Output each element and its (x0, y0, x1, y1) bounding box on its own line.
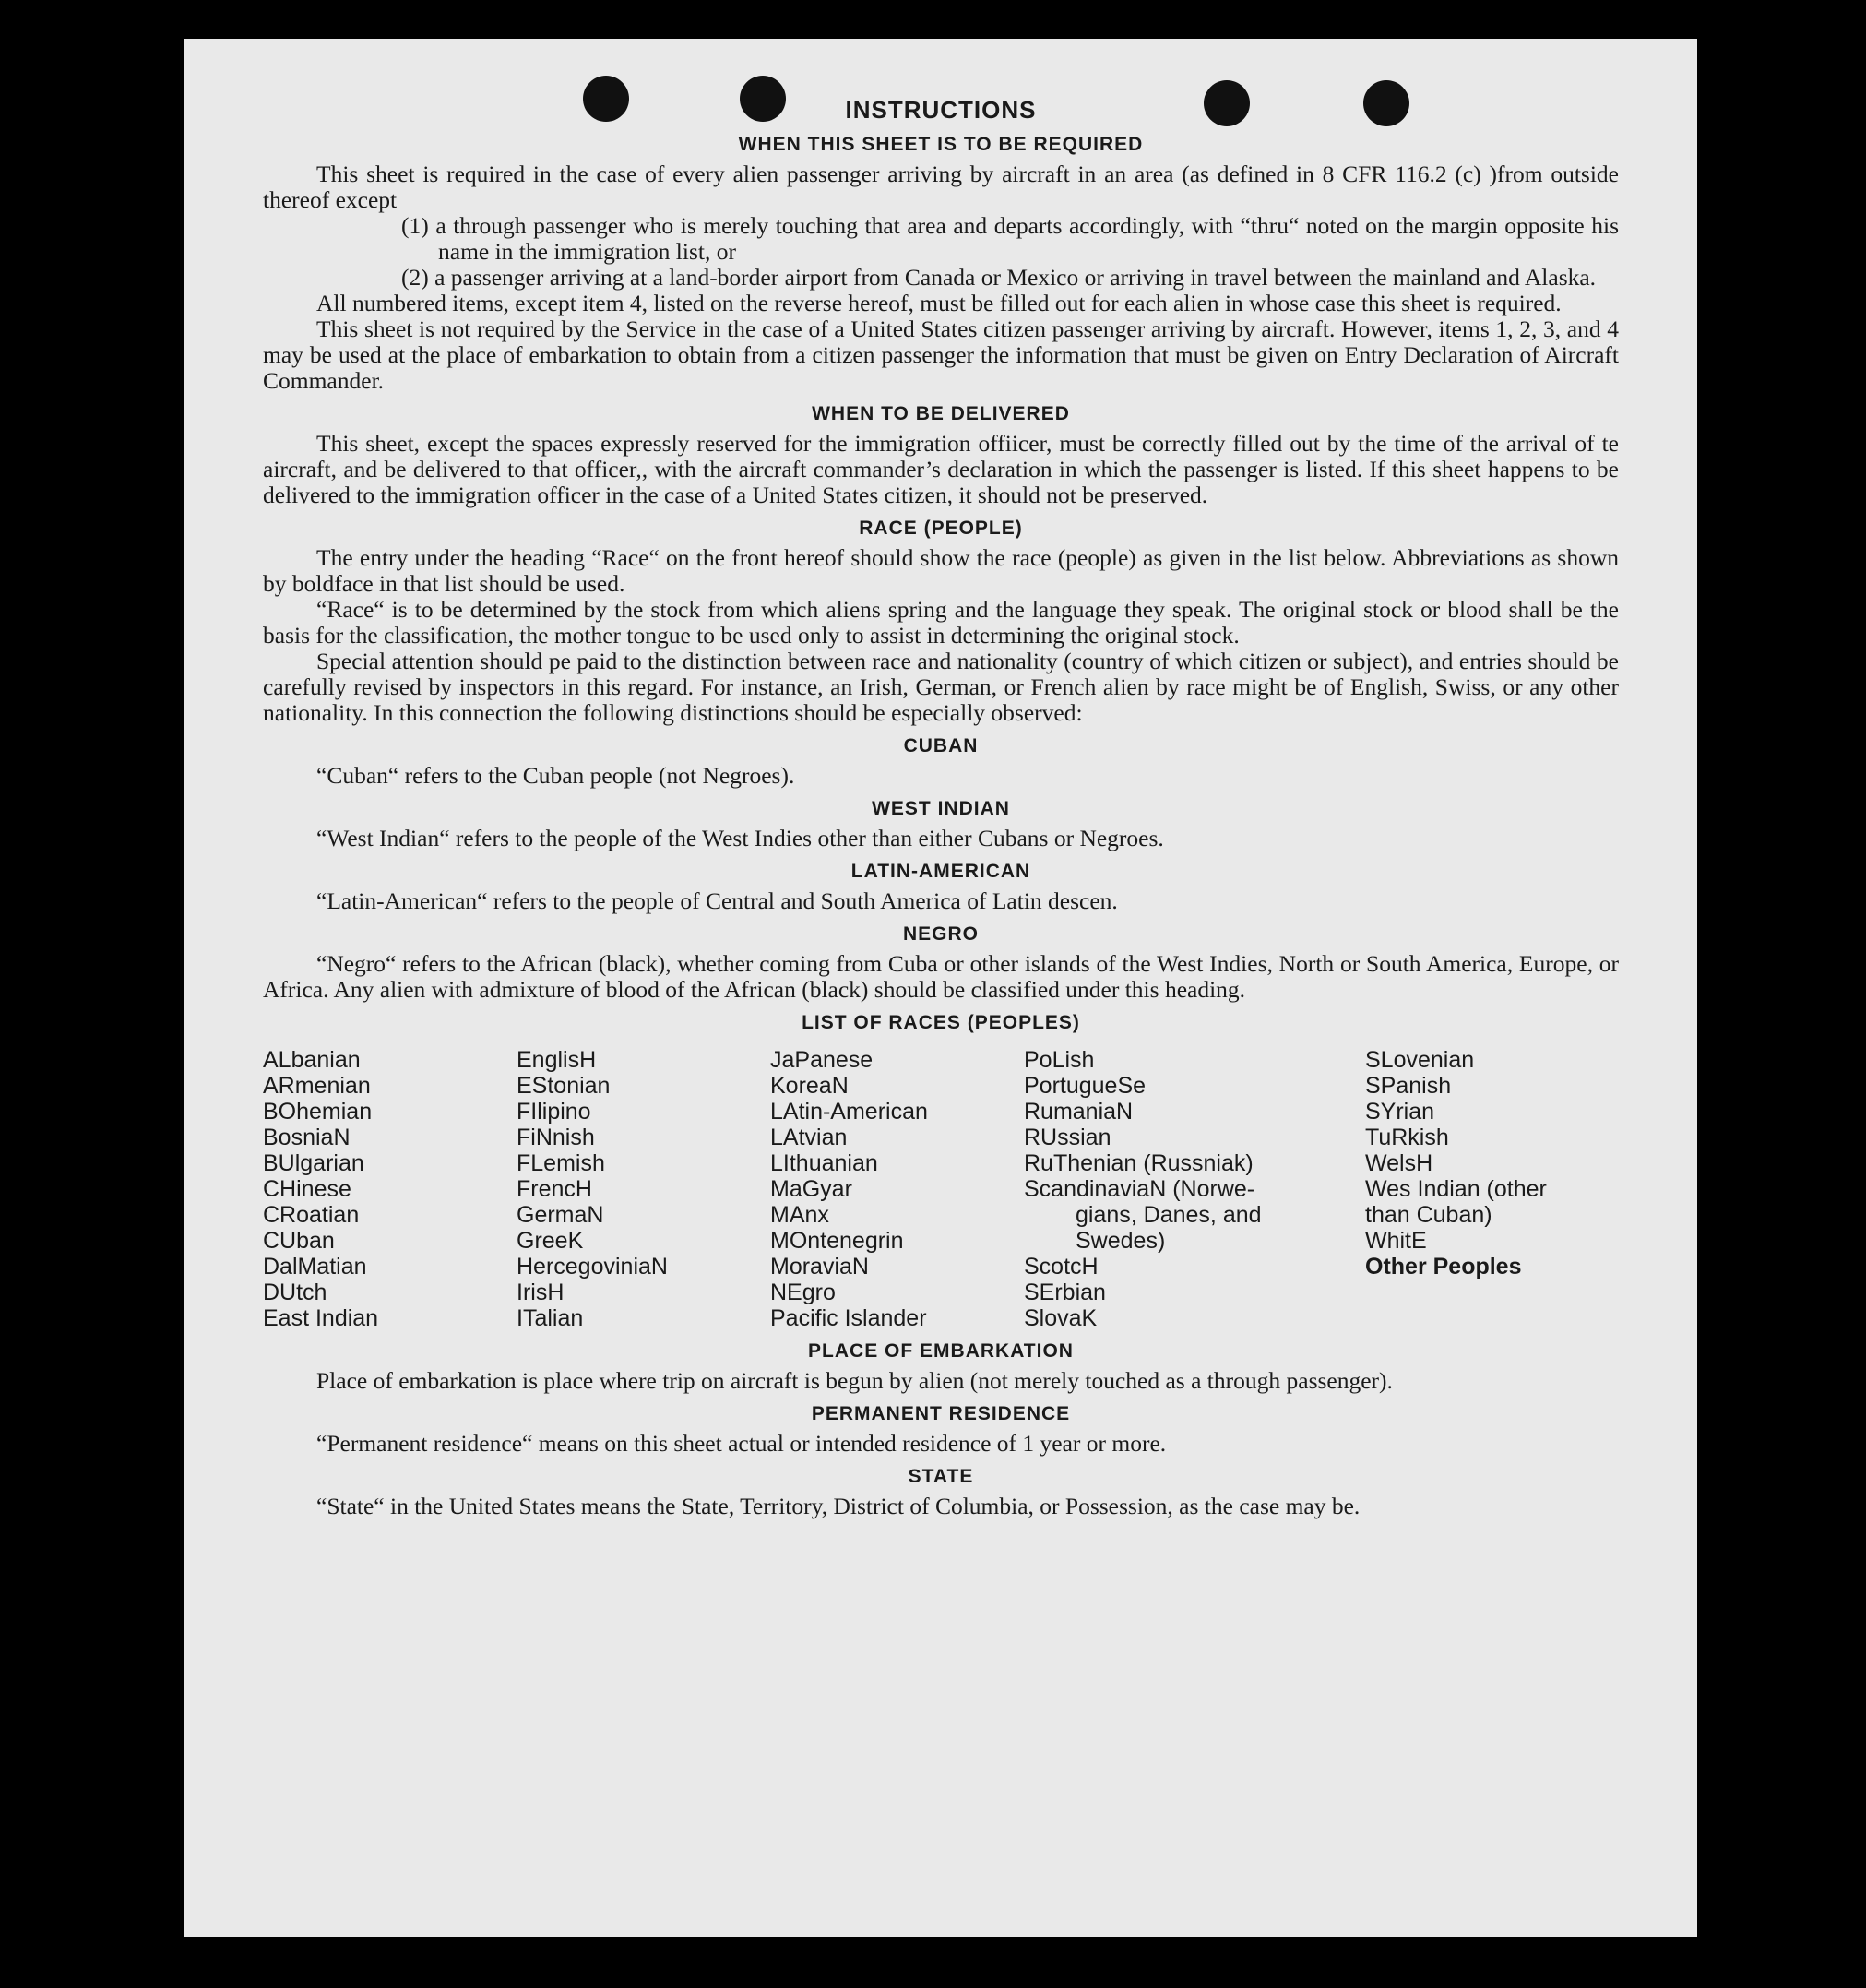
required-item-1: (1) a through passenger who is merely touching that area and departs accordingly, with “thru“ noted on the margin opposite his name in the immigration list, or (401, 212, 1619, 265)
heading-cuban: CUBAN (903, 735, 979, 756)
race-entry: LAtin-American (770, 1099, 928, 1125)
race-entry: BUlgarian (263, 1150, 364, 1176)
heading-negro: NEGRO (902, 923, 979, 945)
race-entry: DalMatian (263, 1254, 367, 1280)
race-entry: SlovaK (1024, 1305, 1098, 1331)
race-paragraph-1: The entry under the heading “Race“ on the front hereof should show the race (people) as given in the list below. Abbreviations as shown by boldface in that list should be used. (263, 544, 1619, 597)
race-entry: SErbian (1024, 1280, 1106, 1305)
negro-paragraph: “Negro“ refers to the African (black), whether coming from Cuba or other islands of the West Indies, North or South America, Europe, or Africa. Any alien with admixture of blood of the African (black) should be classified under this heading. (263, 950, 1619, 1003)
race-entry: WhitE (1365, 1228, 1427, 1254)
race-entry: MAnx (770, 1202, 829, 1228)
race-entry: BosniaN (263, 1125, 351, 1150)
race-entry: MoraviaN (770, 1254, 869, 1280)
race-entry: KoreaN (770, 1073, 849, 1099)
race-entry: MaGyar (770, 1176, 852, 1202)
races-column-2 (517, 1047, 770, 1331)
race-entry: Other Peoples (1365, 1254, 1522, 1280)
embarkation-paragraph: Place of embarkation is place where trip on aircraft is begun by alien (not merely touched as a through passenger). (316, 1367, 1393, 1394)
races-list (263, 1047, 1619, 1331)
race-entry: JaPanese (770, 1047, 874, 1073)
race-entry: SYrian (1365, 1099, 1435, 1125)
race-entry: FrencH (517, 1176, 592, 1202)
latin-american-paragraph: “Latin-American“ refers to the people of Central and South America of Latin descen. (316, 887, 1118, 914)
race-entry: SLovenian (1365, 1047, 1475, 1073)
race-entry: TuRkish (1365, 1125, 1449, 1150)
citizen-paragraph: This sheet is not required by the Service in the case of a United States citizen passenger arriving by aircraft. However, items 1, 2, 3, and 4 may be used at the place of embarkation to obtain from a citizen passenger the information that must be given on Entry Declaration of Aircraft Commander. (263, 315, 1619, 394)
race-entry: FIlipino (517, 1099, 591, 1125)
delivered-paragraph: This sheet, except the spaces expressly reserved for the immigration offiicer, must be correctly filled out by the time of the arrival of te aircraft, and be delivered to that officer,, with the aircraft commander’s declaration in which the passenger is listed. If this sheet happens to be delivered to the immigration officer in the case of a United States citizen, it should not be preserved. (263, 430, 1619, 508)
races-column-3 (770, 1047, 1024, 1331)
race-entry: CRoatian (263, 1202, 360, 1228)
state-paragraph: “State“ in the United States means the State, Territory, District of Columbia, or Possession, as the case may be. (316, 1493, 1361, 1519)
race-paragraph-2: “Race“ is to be determined by the stock from which aliens spring and the language they speak. The original stock or blood shall be the basis for the classification, the mother tongue to be used only to assist in determining the original stock. (263, 596, 1619, 649)
race-entry: EnglisH (517, 1047, 597, 1073)
heading-list-of-races: LIST OF RACES (PEOPLES) (802, 1012, 1080, 1033)
race-entry: RuThenian (Russniak) (1024, 1150, 1254, 1176)
race-entry: DUtch (263, 1280, 327, 1305)
heading-west-indian: WEST INDIAN (872, 798, 1010, 819)
race-entry: PortugueSe (1024, 1073, 1147, 1099)
race-entry: Pacific Islander (770, 1305, 927, 1331)
cuban-paragraph: “Cuban“ refers to the Cuban people (not Negroes). (316, 762, 795, 789)
race-entry: FiNnish (517, 1125, 595, 1150)
race-entry: SPanish (1365, 1073, 1452, 1099)
heading-state: STATE (908, 1466, 974, 1487)
heading-place-of-embarkation: PLACE OF EMBARKATION (808, 1340, 1074, 1362)
heading-race: RACE (PEOPLE) (859, 518, 1023, 539)
race-entry: EStonian (517, 1073, 611, 1099)
races-column-4 (1024, 1047, 1365, 1331)
race-entry: CHinese (263, 1176, 351, 1202)
race-entry: RumaniaN (1024, 1099, 1134, 1125)
race-paragraph-3: Special attention should pe paid to the distinction between race and nationality (country of which citizen or subject), and entries should be carefully revised by inspectors in this regard. For instance, an Irish, German, or French alien by race might be of English, Swiss, or any other nationality. In this connection the following distinctions should be especially observed: (263, 648, 1619, 726)
race-entry: LIthuanian (770, 1150, 878, 1176)
residence-paragraph: “Permanent residence“ means on this sheet actual or intended residence of 1 year or more. (316, 1430, 1167, 1457)
race-entry: East Indian (263, 1305, 379, 1331)
race-entry: ScotcH (1024, 1254, 1099, 1280)
heading-when-required: WHEN THIS SHEET IS TO BE REQUIRED (738, 134, 1144, 155)
numbered-items-paragraph: All numbered items, except item 4, listed on the reverse hereof, must be filled out for each alien in whose case this sheet is required. (316, 290, 1562, 316)
heading-permanent-residence: PERMANENT RESIDENCE (811, 1403, 1071, 1424)
races-column-5 (1365, 1047, 1619, 1331)
race-entry: Wes Indian (other (1365, 1176, 1547, 1202)
page-title: INSTRUCTIONS (845, 96, 1037, 124)
race-entry: ITalian (517, 1305, 584, 1331)
race-entry: IrisH (517, 1280, 565, 1305)
race-entry-continued: gians, Danes, and (1076, 1202, 1262, 1228)
race-entry: than Cuban) (1365, 1202, 1492, 1228)
instructions-body (263, 96, 1619, 1519)
required-intro: This sheet is required in the case of every alien passenger arriving by aircraft in an area (as defined in 8 CFR 116.2 (c) )from outside thereof except (263, 161, 1619, 213)
required-item-2: (2) a passenger arriving at a land-border airport from Canada or Mexico or arriving in travel between the mainland and Alaska. (401, 264, 1597, 291)
race-entry: RUssian (1024, 1125, 1111, 1150)
west-indian-paragraph: “West Indian“ refers to the people of the West Indies other than either Cubans or Negroes. (316, 825, 1164, 851)
heading-when-delivered: WHEN TO BE DELIVERED (812, 403, 1070, 424)
race-entry: FLemish (517, 1150, 605, 1176)
race-entry: HercegoviniaN (517, 1254, 668, 1280)
race-entry: CUban (263, 1228, 335, 1254)
race-entry: ALbanian (263, 1047, 361, 1073)
race-entry: ARmenian (263, 1073, 371, 1099)
race-entry: GreeK (517, 1228, 584, 1254)
document-page (184, 39, 1697, 1937)
heading-latin-american: LATIN-AMERICAN (850, 861, 1031, 882)
race-entry: MOntenegrin (770, 1228, 904, 1254)
race-entry: PoLish (1024, 1047, 1095, 1073)
race-entry: ScandinaviaN (Norwe- (1024, 1176, 1255, 1202)
race-entry: NEgro (770, 1280, 836, 1305)
race-entry: LAtvian (770, 1125, 848, 1150)
race-entry: GermaN (517, 1202, 604, 1228)
race-entry: WelsH (1365, 1150, 1433, 1176)
race-entry-continued: Swedes) (1076, 1228, 1166, 1254)
race-entry: BOhemian (263, 1099, 373, 1125)
races-column-1 (263, 1047, 517, 1331)
